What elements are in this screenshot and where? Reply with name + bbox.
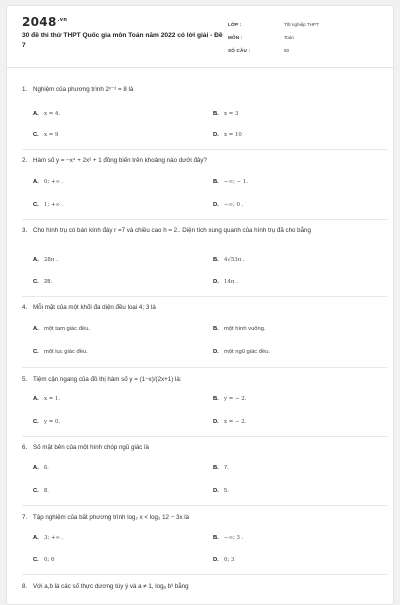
option-letter: D. <box>213 202 219 208</box>
option-letter: B. <box>213 535 219 541</box>
option-letter: A. <box>33 257 39 263</box>
meta-row-class <box>228 18 388 31</box>
option-a[interactable] <box>33 326 90 332</box>
option-b[interactable] <box>213 396 246 402</box>
question-text: Mỗi mặt của một khối đa diện đều loại 4; 3 là <box>33 304 156 311</box>
option-letter: D. <box>213 488 219 494</box>
question-text: Cho hình trụ có bán kính đáy r =7 và chiều cao h = 2.. Diện tích xung quanh của hình trụ đã cho bằng <box>33 227 311 234</box>
option-letter: B. <box>213 396 219 402</box>
option-a[interactable] <box>33 111 60 117</box>
option-c[interactable] <box>33 557 54 563</box>
question-text: Số mặt bên của một hình chóp ngũ giác là <box>33 444 149 451</box>
option-b[interactable] <box>213 111 238 117</box>
option-letter: C. <box>33 419 39 425</box>
option-letter: A. <box>33 396 39 402</box>
option-letter: B. <box>213 465 219 471</box>
option-text: 0; 6 <box>44 557 55 563</box>
question-number: 3. <box>22 227 28 234</box>
option-c[interactable] <box>33 132 58 138</box>
option-c[interactable] <box>33 349 88 355</box>
option-text: x = 4. <box>44 111 61 117</box>
option-d[interactable] <box>213 349 270 355</box>
option-text: một hình vuông. <box>224 326 266 332</box>
question-1 <box>22 85 387 94</box>
option-letter: A. <box>33 535 39 541</box>
option-letter: D. <box>213 132 219 138</box>
option-a[interactable] <box>33 465 49 471</box>
option-text: 7. <box>224 465 229 471</box>
option-d[interactable] <box>213 557 234 563</box>
logo-suffix: .vn <box>57 17 68 23</box>
question-number: 4. <box>22 304 28 311</box>
option-text: −∞; 0 . <box>224 202 244 208</box>
option-d[interactable] <box>213 132 242 138</box>
question-text: Với a,b là các số thực dương tùy ý và a ≠ 1, logₐ b³ bằng <box>33 583 189 590</box>
question-number: 6. <box>22 444 28 451</box>
option-text: 4√53π . <box>224 257 245 263</box>
option-c[interactable] <box>33 202 63 208</box>
option-text: −∞; 3 . <box>224 535 244 541</box>
option-letter: C. <box>33 557 39 563</box>
option-text: một lục giác đều. <box>44 349 88 355</box>
site-logo[interactable] <box>22 15 67 29</box>
option-letter: C. <box>33 202 39 208</box>
option-text: một ngũ giác đều. <box>224 349 271 355</box>
option-a[interactable] <box>33 396 60 402</box>
question-text: Hàm số y = −x⁴ + 2x² + 1 đồng biến trên khoảng nào dưới đây? <box>33 157 207 164</box>
option-text: x = 9 <box>44 132 59 138</box>
divider <box>22 436 387 437</box>
option-text: x = − 2. <box>224 419 247 425</box>
option-c[interactable] <box>33 488 49 494</box>
option-text: x = 3 <box>224 111 239 117</box>
option-b[interactable] <box>213 257 245 263</box>
option-letter: A. <box>33 326 39 332</box>
divider <box>22 149 387 150</box>
option-letter: A. <box>33 179 39 185</box>
option-text: 8. <box>44 488 49 494</box>
option-text: 5. <box>224 488 229 494</box>
option-b[interactable] <box>213 326 266 332</box>
question-text: Tập nghiệm của bất phương trình log₂ x < log₂ 12 − 3x là <box>33 514 190 521</box>
question-number: 1. <box>22 86 28 93</box>
question-text: Tiệm cận ngang của đồ thị hàm số y = (1−x)/(2x+1) là: <box>33 376 182 383</box>
option-text: một tam giác đều. <box>44 326 91 332</box>
question-number: 5. <box>22 376 28 383</box>
document-meta <box>228 18 388 57</box>
option-c[interactable] <box>33 279 52 285</box>
meta-label: LỚP : <box>228 22 242 27</box>
meta-row-count <box>228 44 388 57</box>
question-2 <box>22 156 387 165</box>
option-letter: C. <box>33 349 39 355</box>
option-letter: B. <box>213 326 219 332</box>
option-letter: D. <box>213 419 219 425</box>
option-text: 0; 3 <box>224 557 235 563</box>
option-d[interactable] <box>213 279 238 285</box>
option-letter: D. <box>213 279 219 285</box>
option-text: 28π . <box>44 257 58 263</box>
option-b[interactable] <box>213 535 243 541</box>
option-letter: A. <box>33 111 39 117</box>
question-3 <box>22 226 387 235</box>
divider <box>22 219 387 220</box>
divider <box>22 296 387 297</box>
option-text: 1; +∞ . <box>44 202 64 208</box>
option-text: x = 1. <box>44 396 61 402</box>
option-text: −∞; − 1. <box>224 179 248 185</box>
option-letter: B. <box>213 257 219 263</box>
option-letter: C. <box>33 132 39 138</box>
meta-label: SỐ CÂU : <box>228 48 251 53</box>
meta-value: Toán <box>284 35 294 40</box>
option-letter: B. <box>213 111 219 117</box>
question-number: 7. <box>22 514 28 521</box>
option-text: 6. <box>44 465 49 471</box>
option-d[interactable] <box>213 419 246 425</box>
option-b[interactable] <box>213 179 248 185</box>
option-letter: C. <box>33 279 39 285</box>
meta-value: 50 <box>284 48 290 53</box>
document-page <box>6 5 394 605</box>
question-7 <box>22 513 387 522</box>
divider <box>22 574 387 575</box>
divider <box>22 505 387 506</box>
option-text: 28. <box>44 279 53 285</box>
option-letter: A. <box>33 465 39 471</box>
option-text: 3; +∞ . <box>44 535 64 541</box>
option-d[interactable] <box>213 488 229 494</box>
document-header <box>7 6 395 68</box>
option-text: x = 10 <box>224 132 242 138</box>
divider <box>22 367 387 368</box>
question-6 <box>22 443 387 452</box>
option-letter: D. <box>213 349 219 355</box>
option-letter: B. <box>213 179 219 185</box>
question-5 <box>22 375 387 384</box>
option-text: 14π . <box>224 279 238 285</box>
option-text: 0; +∞ . <box>44 179 64 185</box>
option-text: y = 0. <box>44 419 61 425</box>
option-b[interactable] <box>213 465 229 471</box>
question-4 <box>22 303 387 312</box>
meta-row-subject <box>228 31 388 44</box>
option-d[interactable] <box>213 202 243 208</box>
meta-label: MÔN : <box>228 35 243 40</box>
option-a[interactable] <box>33 257 58 263</box>
meta-value: Tốt nghiệp THPT <box>284 22 319 27</box>
option-a[interactable] <box>33 535 63 541</box>
option-letter: C. <box>33 488 39 494</box>
question-number: 8. <box>22 583 28 590</box>
option-letter: D. <box>213 557 219 563</box>
question-8 <box>22 582 387 591</box>
option-a[interactable] <box>33 179 63 185</box>
question-number: 2. <box>22 157 28 164</box>
question-text: Nghiệm của phương trình 2ˣ⁻¹ = 8 là <box>33 86 134 93</box>
logo-main: 2048 <box>22 15 57 29</box>
option-text: y = − 2. <box>224 396 247 402</box>
option-c[interactable] <box>33 419 60 425</box>
document-title: 30 đề thi thử THPT Quốc gia môn Toán năm 2022 có lời giải - Đề 7 <box>22 32 223 49</box>
